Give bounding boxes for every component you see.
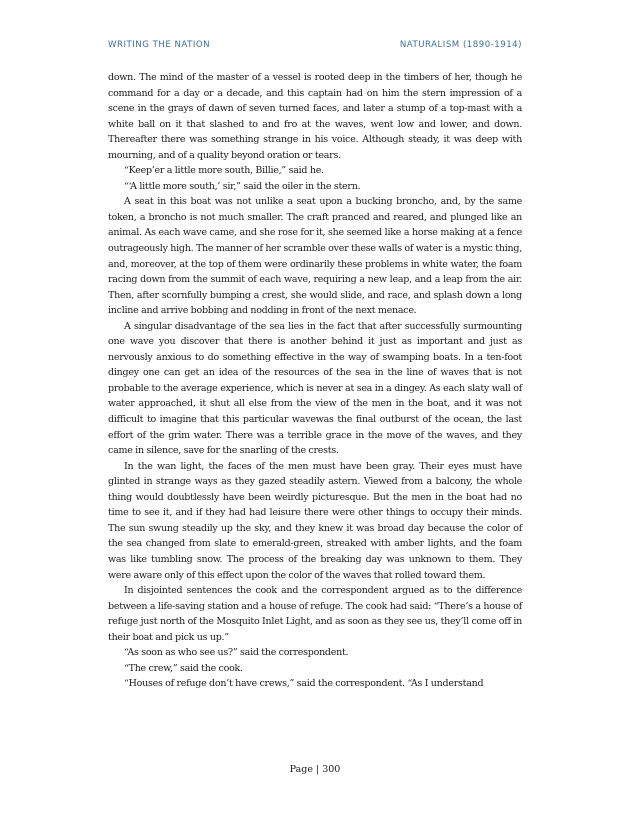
paragraph: “The crew,” said the cook.	[124, 662, 243, 674]
paragraph: In disjointed sentences the cook and the correspondent argued as to the difference between a life-saving station and a house of refuge. The cook had said: “There’s a house of refuge just north of the Mosquito Inlet Light, and as soon as they see us, they’ll come off in their boat and pick us up.”	[108, 585, 522, 643]
paragraph: down. The mind of the master of a vessel is rooted deep in the timbers of her, though he command for a day or a decade, and this captain had on him the stern impression of a scene in the grays of dawn of seven turned faces, and later a stump of a top-mast with a white ball on it that slashed to and fro at the waves, went low and lower, and down. Thereafter there was something strange in his voice. Although steady, it was deep with mourning, and of a quality beyond oration or tears.	[108, 72, 522, 161]
header-book-title: WRITING THE NATION	[108, 40, 211, 50]
paragraph: “‘A little more south,’ sir,” said the oiler in the stern.	[124, 180, 361, 192]
header-section-title: NATURALISM (1890-1914)	[399, 40, 522, 50]
paragraph: A seat in this boat was not unlike a seat upon a bucking broncho, and, by the same token, a broncho is not much smaller. The craft pranced and reared, and plunged like an animal. As each wave came, and she rose for it, she seemed like a horse making at a fence outrageously high. The manner of her scramble over these walls of water is a mystic thing, and, moreover, at the top of them were ordinarily these problems in white water, the foam racing down from the summit of each wave, requiring a new leap, and a leap from the air. Then, after scornfully bumping a crest, she would slide, and race, and splash down a long incline and arrive bobbing and nodding in front of the next menace.	[108, 196, 522, 317]
paragraph: “Houses of refuge don’t have crews,” said the correspondent. “As I understand	[124, 678, 484, 690]
paragraph: A singular disadvantage of the sea lies in the fact that after successfully surmounting one wave you discover that there is another behind it just as important and just as nervously anxious to do something effective in the way of swamping boats. In a ten-foot dingey one can get an idea of the resources of the sea in the line of waves that is not probable to the average experience, which is never at sea in a dingey. As each slaty wall of water approached, it shut all else from the view of the men in the boat, and it was not difficult to imagine that this particular wavewas the final outburst of the ocean, the last effort of the grim water. There was a terrible grace in the move of the waves, and they came in silence, save for the snarling of the crests.	[108, 320, 522, 457]
page-number: Page | 300	[289, 764, 341, 775]
paragraph: “As soon as who see us?” said the correspondent.	[124, 647, 349, 659]
paragraph: In the wan light, the faces of the men must have been gray. Their eyes must have glinted in strange ways as they gazed steadily astern. Viewed from a balcony, the whole thing would doubtlessly have been weirdly picturesque. But the men in the boat had no time to see it, and if they had had leisure there were other things to occupy their minds. The sun swung steadily up the sky, and they knew it was broad day because the color of the sea changed from slate to emerald-green, streaked with amber lights, and the foam was like tumbling snow. The process of the breaking day was unknown to them. They were aware only of this effect upon the color of the waves that rolled toward them.	[108, 460, 522, 581]
body-text	[108, 70, 522, 692]
running-header	[108, 40, 522, 50]
paragraph: “Keep’er a little more south, Billie,” said he.	[124, 165, 324, 177]
